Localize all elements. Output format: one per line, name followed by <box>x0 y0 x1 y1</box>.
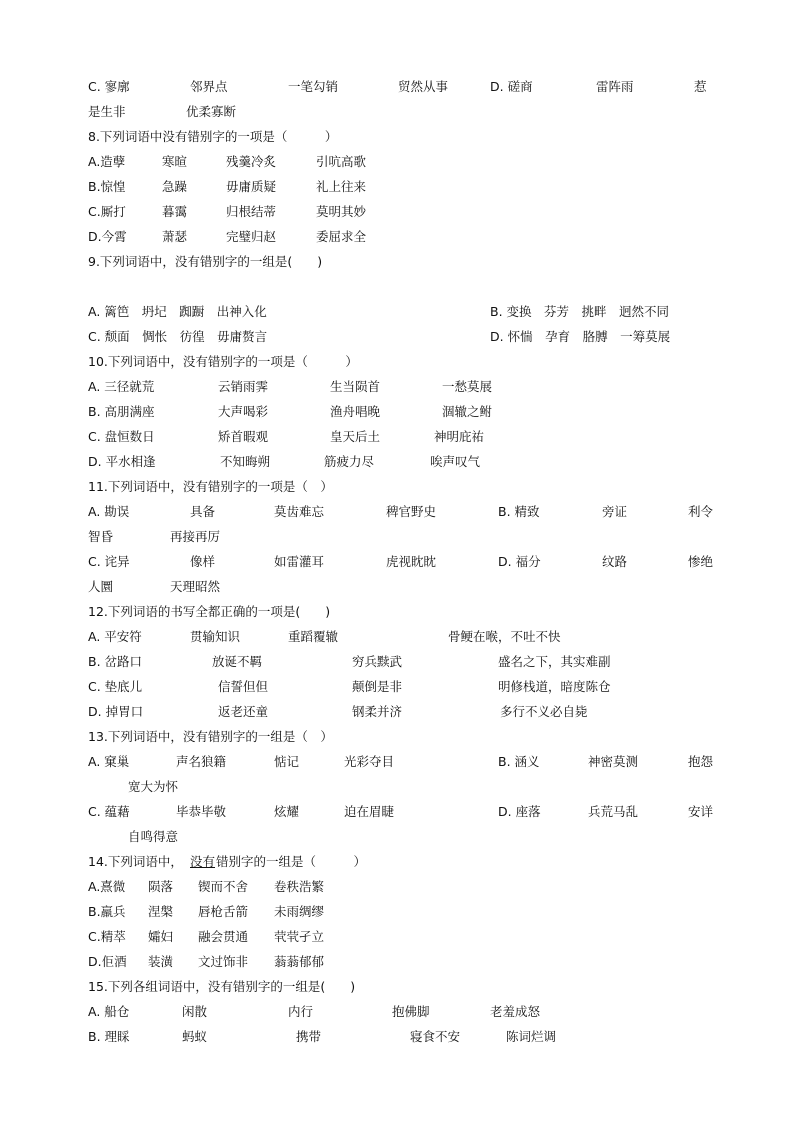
text-segment: C. 垫底儿 <box>88 679 143 694</box>
text-segment: A. 篱笆 坍圮 踟蹰 出神入化 <box>88 304 267 319</box>
text-segment: 未雨绸缪 <box>274 904 325 919</box>
text-segment: 多行不义必自毙 <box>500 704 588 719</box>
text-segment: 具备 <box>190 504 216 519</box>
text-line <box>0 176 794 198</box>
text-segment: 迫在眉睫 <box>344 804 395 819</box>
text-segment: 盛名之下，其实难副 <box>498 654 611 669</box>
text-segment: 没有 <box>190 854 216 869</box>
text-line <box>0 451 794 473</box>
text-segment: 错别字的一组是（ ） <box>216 854 367 869</box>
text-segment: 放诞不羁 <box>212 654 263 669</box>
text-segment: 穷兵黩武 <box>352 654 403 669</box>
text-segment: 信誓但但 <box>218 679 269 694</box>
text-segment: 14.下列词语中， <box>88 854 183 869</box>
text-segment: 莫齿难忘 <box>274 504 325 519</box>
text-segment: 惦记 <box>274 754 300 769</box>
text-segment: D.今霄 <box>88 229 127 244</box>
text-segment: 光彩夺目 <box>344 754 395 769</box>
text-segment: 茕茕孑立 <box>274 929 325 944</box>
text-line <box>0 926 794 948</box>
text-segment: 残羹冷炙 <box>226 154 277 169</box>
text-segment: 像样 <box>190 554 216 569</box>
text-segment: A. 勘误 <box>88 504 130 519</box>
text-segment: 陨落 <box>148 879 174 894</box>
text-segment: 涅槃 <box>148 904 174 919</box>
text-segment: 携带 <box>296 1029 322 1044</box>
text-segment: 8.下列词语中没有错别字的一项是（ ） <box>88 129 338 144</box>
text-segment: 人圜 <box>88 579 114 594</box>
text-line <box>0 576 794 598</box>
text-line <box>0 526 794 548</box>
text-line <box>0 1026 794 1048</box>
text-segment: B.惊惶 <box>88 179 126 194</box>
text-segment: 寝食不安 <box>410 1029 461 1044</box>
text-segment: 皇天后土 <box>330 429 381 444</box>
text-segment: 陈词烂调 <box>506 1029 557 1044</box>
text-line <box>0 551 794 573</box>
text-segment: A.熹微 <box>88 879 126 894</box>
text-segment: 归根结蒂 <box>226 204 277 219</box>
text-segment: 抱佛脚 <box>392 1004 430 1019</box>
text-segment: 锲而不舍 <box>198 879 249 894</box>
text-segment: 15.下列各组词语中，没有错别字的一组是( ) <box>88 979 356 994</box>
text-segment: C. 蕴藉 <box>88 804 130 819</box>
text-segment: 稗官野史 <box>386 504 437 519</box>
text-segment: A. 船仓 <box>88 1004 130 1019</box>
text-segment: C.厮打 <box>88 204 126 219</box>
text-segment: 天理昭然 <box>170 579 221 594</box>
text-segment: 引吭高歌 <box>316 154 367 169</box>
text-segment: 一笔勾销 <box>288 79 339 94</box>
text-segment: 12.下列词语的书写全都正确的一项是( ) <box>88 604 331 619</box>
text-line <box>0 476 794 498</box>
text-segment: D.佢酒 <box>88 954 127 969</box>
text-line <box>0 351 794 373</box>
text-segment: A. 平安符 <box>88 629 142 644</box>
text-segment: 礼上往来 <box>316 179 367 194</box>
text-segment: 涸辙之鲋 <box>442 404 493 419</box>
text-segment: B. 岔路口 <box>88 654 143 669</box>
text-segment: 颠倒是非 <box>352 679 403 694</box>
text-line <box>0 501 794 523</box>
text-line <box>0 901 794 923</box>
text-segment: 10.下列词语中，没有错别字的一项是（ ） <box>88 354 358 369</box>
text-segment: C. 诧异 <box>88 554 130 569</box>
text-segment: 毕恭毕敬 <box>176 804 227 819</box>
text-line <box>0 851 794 873</box>
text-line <box>0 151 794 173</box>
text-line <box>0 801 794 823</box>
text-segment: 急躁 <box>162 179 188 194</box>
text-segment: 毋庸质疑 <box>226 179 277 194</box>
text-line <box>0 251 794 273</box>
text-segment: 文过饰非 <box>198 954 249 969</box>
text-line <box>0 876 794 898</box>
text-segment: 是生非 <box>88 104 126 119</box>
text-segment: 抱怨 <box>688 754 714 769</box>
text-segment: 再接再厉 <box>170 529 221 544</box>
text-segment: 蓊蓊郁郁 <box>274 954 325 969</box>
text-segment: 13.下列词语中，没有错别字的一组是（ ） <box>88 729 333 744</box>
text-segment: 骨鲠在喉，不吐不快 <box>448 629 561 644</box>
text-line <box>0 976 794 998</box>
text-line <box>0 401 794 423</box>
text-segment: A. 窠巢 <box>88 754 130 769</box>
text-line <box>0 651 794 673</box>
text-segment: 莫明其妙 <box>316 204 367 219</box>
text-segment: 惨绝 <box>688 554 714 569</box>
text-line <box>0 601 794 623</box>
text-segment: 9.下列词语中，没有错别字的一组是( ) <box>88 254 323 269</box>
text-line <box>0 126 794 148</box>
text-segment: 老羞成怒 <box>490 1004 541 1019</box>
text-segment: 明修栈道，暗度陈仓 <box>498 679 611 694</box>
text-segment: B.羸兵 <box>88 904 126 919</box>
text-segment: C. 寥廓 <box>88 79 130 94</box>
text-segment: D. 怀惴 孕育 胳膊 一筹莫展 <box>490 329 671 344</box>
text-line <box>0 376 794 398</box>
text-segment: 大声喝彩 <box>218 404 269 419</box>
text-segment: 融会贯通 <box>198 929 249 944</box>
text-line <box>0 426 794 448</box>
text-segment: 返老还童 <box>218 704 269 719</box>
text-segment: C.精萃 <box>88 929 126 944</box>
text-segment: 智昏 <box>88 529 114 544</box>
text-segment: 一愁莫展 <box>442 379 493 394</box>
text-line <box>0 826 794 848</box>
text-segment: 不知晦朔 <box>220 454 271 469</box>
text-segment: 内行 <box>288 1004 314 1019</box>
text-segment: B. 变换 芬芳 挑畔 迥然不同 <box>490 304 670 319</box>
text-segment: 神明庇祐 <box>434 429 485 444</box>
text-segment: 筋疲力尽 <box>324 454 375 469</box>
text-line <box>0 701 794 723</box>
text-segment: 虎视眈眈 <box>386 554 437 569</box>
text-line <box>0 226 794 248</box>
text-segment: 11.下列词语中，没有错别字的一项是（ ） <box>88 479 333 494</box>
text-segment: 利令 <box>688 504 714 519</box>
text-segment: 委屈求全 <box>316 229 367 244</box>
text-segment: C. 盘恒数日 <box>88 429 155 444</box>
text-segment: 纹路 <box>602 554 628 569</box>
text-segment: 萧瑟 <box>162 229 188 244</box>
text-line <box>0 1001 794 1023</box>
text-segment: D. 平水相逢 <box>88 454 156 469</box>
text-line <box>0 676 794 698</box>
text-segment: B. 高朋满座 <box>88 404 155 419</box>
text-segment: 自鸣得意 <box>128 829 179 844</box>
text-segment: 完璧归赵 <box>226 229 277 244</box>
text-segment: C. 颓面 惆怅 彷徨 毋庸赘言 <box>88 329 268 344</box>
text-segment: 炫耀 <box>274 804 300 819</box>
text-segment: 惹 <box>694 79 707 94</box>
text-segment: 兵荒马乱 <box>588 804 639 819</box>
text-segment: 矫首暇观 <box>218 429 269 444</box>
text-segment: A. 三径就荒 <box>88 379 155 394</box>
text-segment: B. 精致 <box>498 504 540 519</box>
text-line <box>0 76 794 98</box>
text-segment: 孀妇 <box>148 929 174 944</box>
text-segment: 唉声叹气 <box>430 454 481 469</box>
text-segment: 神密莫测 <box>588 754 639 769</box>
text-segment: 旁证 <box>602 504 628 519</box>
text-segment: 邻界点 <box>190 79 228 94</box>
text-segment: 优柔寡断 <box>186 104 237 119</box>
text-segment: D. 磋商 <box>490 79 533 94</box>
text-segment: 渔舟唱晚 <box>330 404 381 419</box>
text-segment: 如雷灌耳 <box>274 554 325 569</box>
text-line <box>0 776 794 798</box>
text-segment: D. 座落 <box>498 804 541 819</box>
text-segment: 蚂蚁 <box>182 1029 208 1044</box>
text-segment: 重蹈覆辙 <box>288 629 339 644</box>
text-line <box>0 201 794 223</box>
text-line <box>0 301 794 323</box>
text-segment: 卷秩浩繁 <box>274 879 325 894</box>
text-line <box>0 951 794 973</box>
text-segment: 钢柔并济 <box>352 704 403 719</box>
text-segment: 寒暄 <box>162 154 188 169</box>
text-segment: 装潢 <box>148 954 174 969</box>
text-line <box>0 726 794 748</box>
text-segment: 暮霭 <box>162 204 188 219</box>
text-segment: 安详 <box>688 804 714 819</box>
text-segment: 闲散 <box>182 1004 208 1019</box>
text-segment: 云销雨霁 <box>218 379 269 394</box>
text-line <box>0 626 794 648</box>
text-segment: A.造孽 <box>88 154 126 169</box>
text-segment: B. 理睬 <box>88 1029 130 1044</box>
text-segment: 声名狼籍 <box>176 754 227 769</box>
text-line <box>0 751 794 773</box>
text-segment: D. 掉胃口 <box>88 704 144 719</box>
text-segment: B. 涵义 <box>498 754 540 769</box>
text-line <box>0 326 794 348</box>
text-segment: D. 福分 <box>498 554 541 569</box>
text-segment: 宽大为怀 <box>128 779 179 794</box>
text-segment: 贸然从事 <box>398 79 449 94</box>
text-segment: 贯输知识 <box>190 629 241 644</box>
text-segment: 雷阵雨 <box>596 79 634 94</box>
text-line <box>0 101 794 123</box>
text-segment: 唇枪舌箭 <box>198 904 249 919</box>
text-segment: 生当陨首 <box>330 379 381 394</box>
